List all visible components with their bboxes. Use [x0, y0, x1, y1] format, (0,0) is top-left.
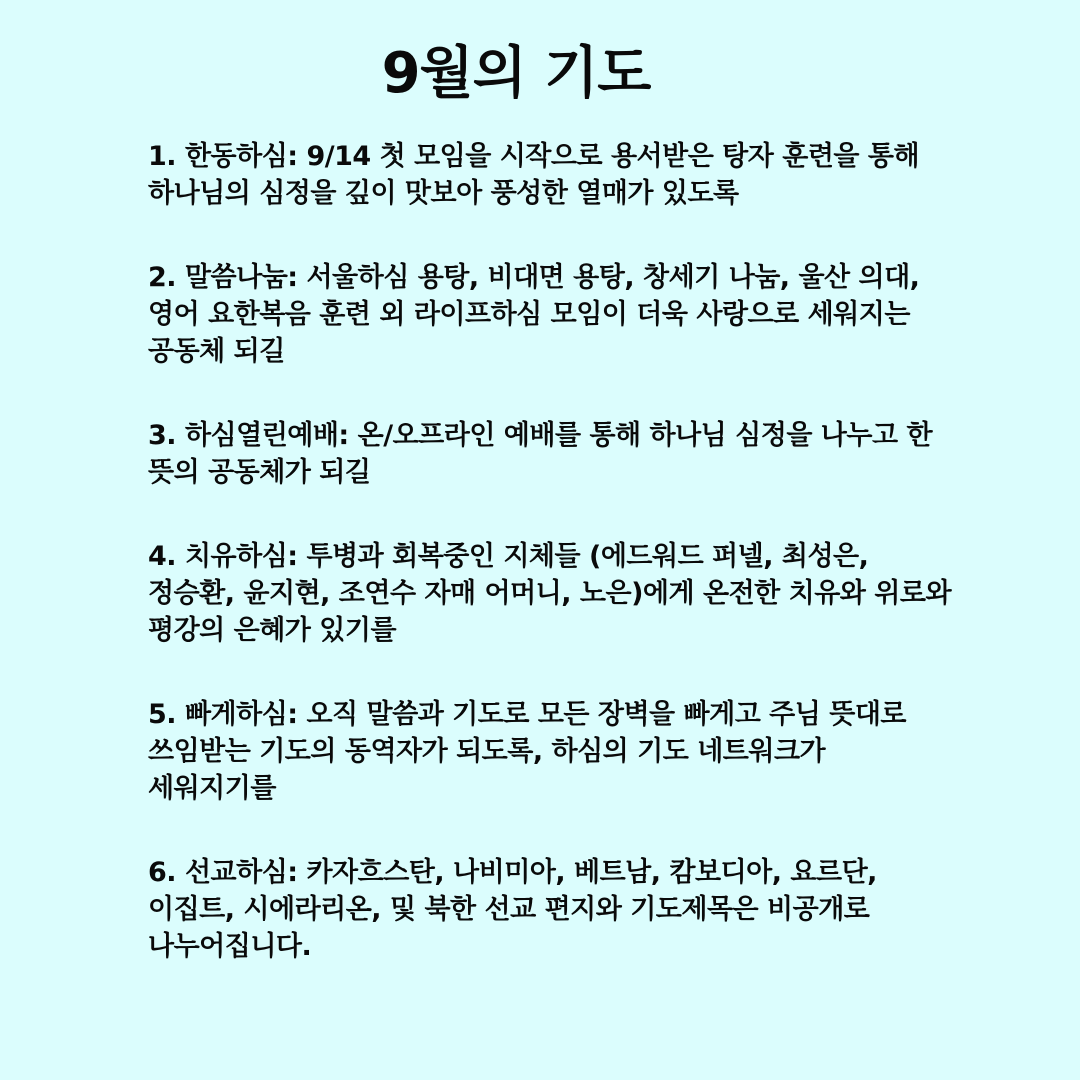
prayer-item-3: 3. 하심열린예배: 온/오프라인 예배를 통해 하나님 심정을 나누고 한 뜻의 공동체가 되길 — [148, 420, 933, 488]
prayer-item-1: 1. 한동하심: 9/14 첫 모임을 시작으로 용서받은 탕자 훈련을 통해 하나님의 심정을 깊이 맛보아 풍성한 열매가 있도록 — [148, 141, 920, 209]
page-title: 9월의 기도 — [381, 41, 651, 106]
prayer-list — [148, 138, 960, 1012]
prayer-item-4: 4. 치유하심: 투병과 회복중인 지체들 (에드워드 퍼넬, 최성은, 정승환, 윤지현, 조연수 자매 어머니, 노은)에게 온전한 치유와 위로와 평강의 은혜가 있기를 — [148, 541, 952, 646]
prayer-item-5: 5. 빠게하심: 오직 말씀과 기도로 모든 장벽을 빠게고 주님 뜻대로 쓰임받는 기도의 동역자가 되도록, 하심의 기도 네트워크가 세워지기를 — [148, 699, 906, 804]
prayer-item-6: 6. 선교하심: 카자흐스탄, 나비미아, 베트남, 캄보디아, 요르단, 이집트, 시에라리온, 및 북한 선교 편지와 기도제목은 비공개로 나누어집니다. — [148, 857, 877, 962]
prayer-item-2: 2. 말씀나눔: 서울하심 용탕, 비대면 용탕, 창세기 나눔, 울산 의대, 영어 요한복음 훈련 외 라이프하심 모임이 더욱 사랑으로 세워지는 공동체 되길 — [148, 262, 920, 367]
